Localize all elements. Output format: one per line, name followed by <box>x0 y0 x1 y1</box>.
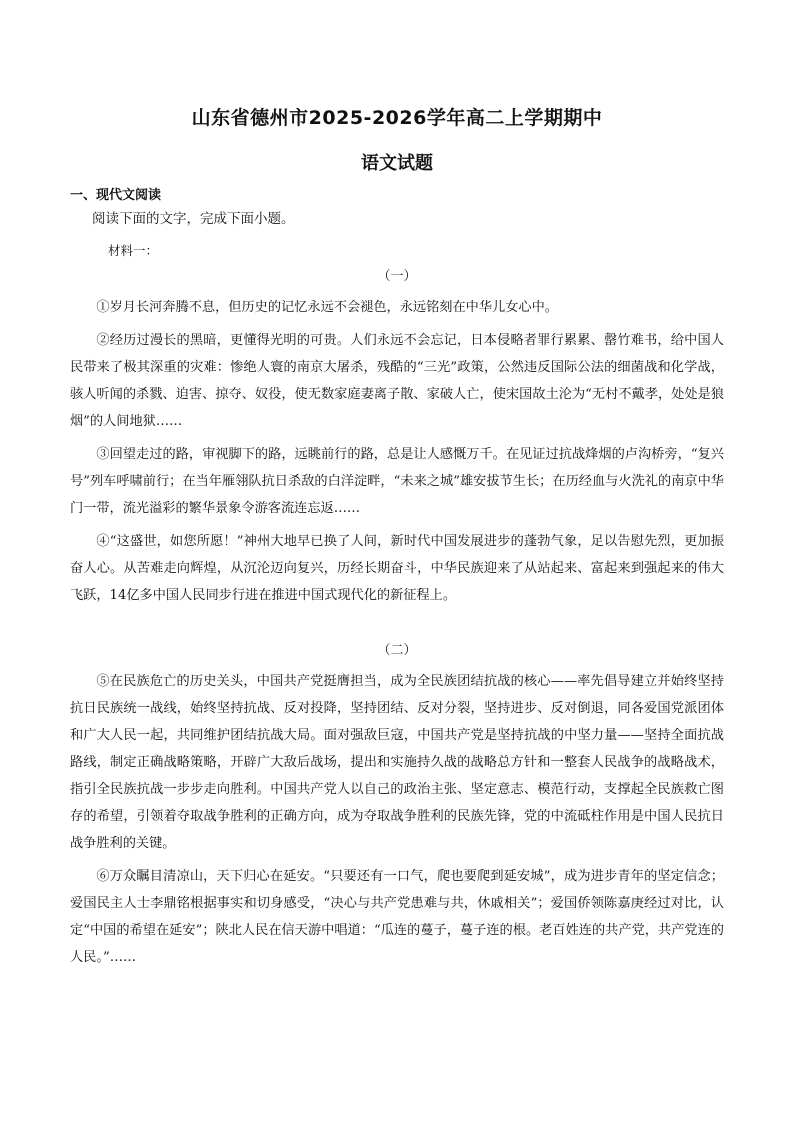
paragraph: ④“这盛世，如您所愿！”神州大地早已换了人间，新时代中国发展进步的蓬勃气象，足以告慰先烈，更加振奋人心。从苦难走向辉煌，从沉沦迈向复兴，历经长期奋斗，中华民族迎来了从站起来、富起来到强起来的伟大飞跃，14亿多中国人民同步行进在推进中国式现代化的新征程上。 <box>70 534 724 603</box>
paragraph: ①岁月长河奔腾不息，但历史的记忆永远不会褪色，永远铭刻在中华儿女心中。 <box>96 300 558 315</box>
material-part-2 <box>70 640 724 971</box>
reading-instruction: 阅读下面的文字，完成下面小题。 <box>92 211 295 227</box>
document-subtitle: 语文试题 <box>361 153 433 174</box>
paragraph: ⑤在民族危亡的历史关头，中国共产党挺膺担当，成为全民族团结抗战的核心——率先倡导建立并始终坚持抗日民族统一战线，始终坚持抗战、反对投降，坚持团结、反对分裂，坚持进步、反对倒退，同各爱国党派团体和广大人民一起，共同维护团结抗战大局。面对强敌巨寇，中国共产党是坚持抗战的中坚力量——坚持全面抗战路线，制定正确战略策略，开辟广大敌后战场，提出和实施持久战的战略总方针和一整套人民战争的战略战术，指引全民族抗战一步步走向胜利。中国共产党人以自己的政治主张、坚定意志、模范行动，支撑起全民族救亡图存的希望，引领着夺取战争胜利的正确方向，成为夺取战争胜利的民族先锋，党的中流砥柱作用是中国人民抗日战争胜利的关键。 <box>70 674 724 851</box>
material-part-1 <box>70 266 724 609</box>
paragraph: ②经历过漫长的黑暗，更懂得光明的可贵。人们永远不会忘记，日本侵略者罪行累累、罄竹难书，给中国人民带来了极其深重的灾难：惨绝人寰的南京大屠杀，残酷的“三光”政策，公然违反国际公法的细菌战和化学战，骇人听闻的杀戮、迫害、掠夺、奴役，使无数家庭妻离子散、家破人亡，使宋国故土沦为“无村不戴孝，处处是狼烟”的人间地狱…… <box>70 333 724 429</box>
material-label: 材料一： <box>108 243 159 258</box>
part-heading: （二） <box>377 643 417 658</box>
document-title: 山东省德州市2025-2026学年高二上学期期中 <box>191 107 603 129</box>
paragraph: ③回望走过的路，审视脚下的路，远眺前行的路，总是让人感慨万千。在见证过抗战烽烟的卢沟桥旁，“复兴号”列车呼啸前行；在当年雁翎队抗日杀敌的白洋淀畔，“未来之城”雄安拔节生长；在历经血与火洗礼的南京中华门一带，流光溢彩的繁华景象令游客流连忘返…… <box>70 447 724 516</box>
paragraph: ⑥万众瞩目清凉山，天下归心在延安。“只要还有一口气，爬也要爬到延安城”，成为进步青年的坚定信念；爱国民主人士李鼎铭根据事实和切身感受，“决心与共产党患难与共，休戚相关”；爱国侨领陈嘉庚经过对比，认定“中国的希望在延安”；陕北人民在信天游中唱道：“瓜连的蔓子，蔓子连的根。老百姓连的共产党，共产党连的人民。”…… <box>70 869 724 965</box>
part-heading: （一） <box>377 269 417 284</box>
section-heading: 一、现代文阅读 <box>70 188 162 203</box>
